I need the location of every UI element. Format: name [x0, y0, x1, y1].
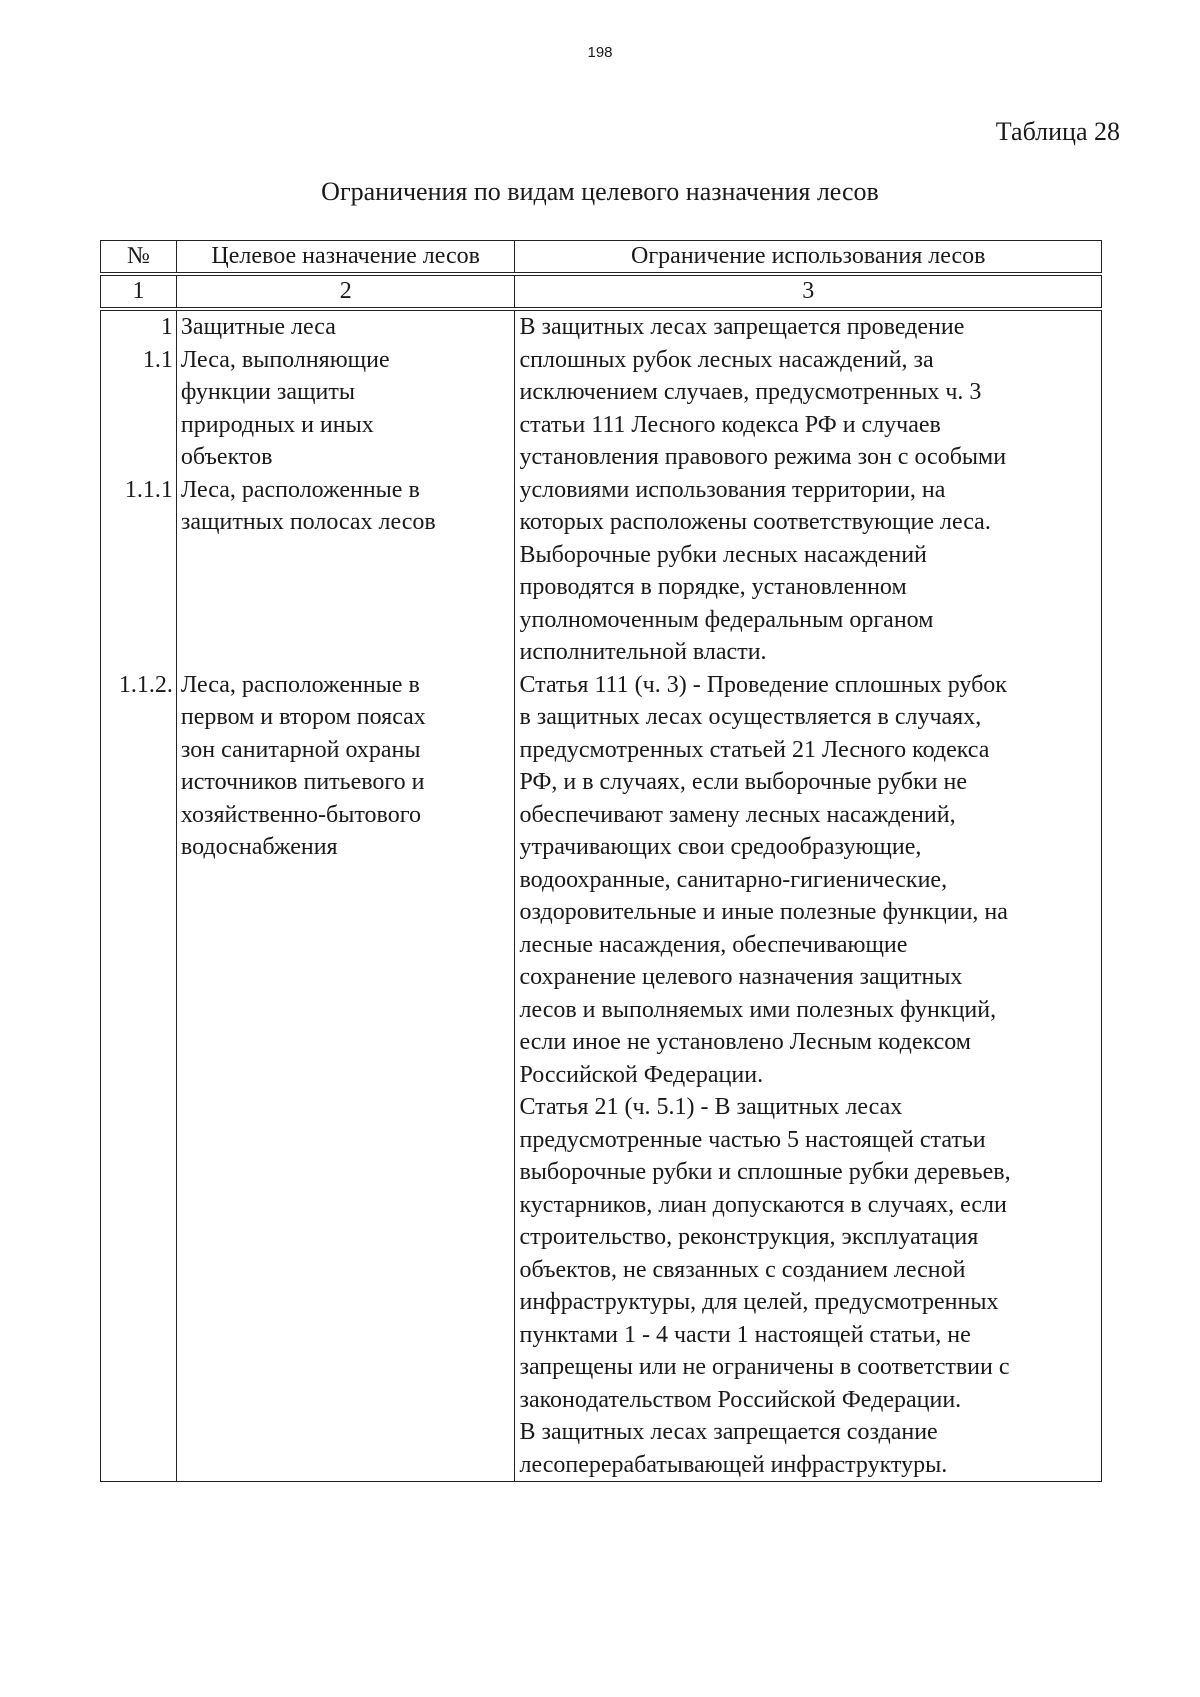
row-number-line: 1.1.1: [124, 476, 173, 503]
table-row: [101, 309, 1102, 1482]
column-number-row: [101, 274, 1102, 309]
restrictions-table: [100, 240, 1102, 1482]
header-number: №: [101, 241, 177, 275]
purpose-text-line: Защитные леса: [180, 314, 336, 340]
restriction-text-line: лесов и выполняемых ими полезных функций,: [519, 996, 997, 1023]
table-label: Таблица 28: [995, 117, 1120, 146]
restriction-text-line: кустарников, лиан допускаются в случаях, если: [519, 1191, 1007, 1218]
purpose-text-line: хозяйственно-бытового: [180, 801, 421, 828]
restriction-text-line: Статья 21 (ч. 5.1) - В защитных лесах: [519, 1094, 903, 1120]
restriction-text-line: Российской Федерации.: [519, 1061, 764, 1088]
row-number-line: 1.1.2.: [118, 671, 173, 698]
purpose-text-line: зон санитарной охраны: [180, 736, 421, 763]
purpose-text-line: функции защиты: [180, 379, 355, 405]
restriction-text-line: сплошных рубок лесных насаждений, за: [519, 346, 934, 373]
purpose-text-line: [181, 604, 511, 637]
purpose-text-line: [181, 571, 511, 604]
restriction-text-line: строительство, реконструкция, эксплуатация: [519, 1224, 979, 1250]
restriction-text-line: В защитных лесах запрещается создание: [519, 1419, 938, 1445]
purpose-text-line: защитных полосах лесов: [180, 509, 436, 535]
row-number-line: [105, 441, 173, 474]
restriction-text-line: предусмотренных статьей 21 Лесного кодекса: [519, 736, 990, 763]
restriction-text-line: лесные насаждения, обеспечивающие: [519, 931, 908, 958]
purpose-text-line: Леса, расположенные в: [180, 671, 420, 698]
row-number-line: [105, 571, 173, 604]
restriction-text-line: проводятся в порядке, установленном: [519, 574, 907, 600]
restriction-text-line: статьи 111 Лесного кодекса РФ и случаев: [519, 411, 941, 438]
restriction-text-line: предусмотренные частью 5 настоящей статьи: [519, 1126, 986, 1153]
page-number: 198: [587, 44, 613, 61]
restriction-text-line: исключением случаев, предусмотренных ч. 3: [519, 379, 982, 405]
restriction-text-line: водоохранные, санитарно-гигиенические,: [519, 866, 948, 893]
restriction-text-line: Статья 111 (ч. 3) - Проведение сплошных рубок: [519, 671, 1007, 698]
purpose-text-line: первом и втором поясах: [180, 704, 426, 730]
column-number-3: 3: [515, 274, 1102, 309]
purpose-text-line: Леса, расположенные в: [180, 476, 420, 503]
restriction-text-line: исполнительной власти.: [519, 639, 767, 665]
header-restriction: Ограничение использования лесов: [515, 241, 1102, 275]
purpose-text-line: [181, 539, 511, 572]
restriction-text-line: уполномоченным федеральным органом: [519, 606, 934, 633]
restriction-text-line: пунктами 1 - 4 части 1 настоящей статьи, не: [519, 1321, 971, 1348]
restriction-text-line: утрачивающих свои средообразующие,: [519, 834, 922, 860]
row-number-line: [105, 604, 173, 637]
header-purpose: Целевое назначение лесов: [176, 241, 515, 275]
restriction-text-line: установления правового режима зон с особыми: [519, 444, 1007, 470]
restriction-cell: [515, 309, 1102, 1482]
purpose-text-line: природных и иных: [180, 411, 374, 438]
purpose-text-line: Леса, выполняющие: [180, 346, 390, 373]
restriction-text-line: инфраструктуры, для целей, предусмотренных: [519, 1289, 999, 1315]
table-header-row: [101, 241, 1102, 275]
restriction-text-line: лесоперерабатывающей инфраструктуры.: [519, 1451, 948, 1478]
column-number-1: 1: [101, 274, 177, 309]
row-number-line: 1.1: [142, 346, 173, 373]
purpose-text-line: объектов: [180, 444, 273, 470]
restriction-text-line: оздоровительные и иные полезные функции, на: [519, 899, 1008, 925]
restriction-text-line: если иное не установлено Лесным кодексом: [519, 1029, 971, 1055]
purpose-cell: [176, 309, 515, 1482]
restriction-text-line: запрещены или не ограничены в соответствии с: [519, 1354, 1010, 1380]
purpose-text-line: водоснабжения: [180, 834, 338, 860]
restriction-text-line: условиями использования территории, на: [519, 476, 946, 503]
restriction-text-line: объектов, не связанных с созданием лесной: [519, 1256, 966, 1283]
row-number-line: [105, 376, 173, 409]
restriction-text-line: сохранение целевого назначения защитных: [519, 964, 963, 990]
restriction-text-line: выборочные рубки и сплошные рубки деревьев,: [519, 1159, 1011, 1185]
row-number-line: 1: [160, 314, 173, 340]
row-number-line: [105, 506, 173, 539]
purpose-text-line: источников питьевого и: [180, 769, 425, 795]
restriction-text-line: обеспечивают замену лесных насаждений,: [519, 801, 956, 828]
restriction-text-line: В защитных лесах запрещается проведение: [519, 314, 965, 340]
restriction-text-line: РФ, и в случаях, если выборочные рубки не: [519, 769, 967, 795]
restriction-text-line: Выборочные рубки лесных насаждений: [519, 541, 927, 568]
row-number-line: [105, 636, 173, 669]
row-numbers-cell: [101, 309, 177, 1482]
restriction-text-line: законодательством Российской Федерации.: [519, 1386, 962, 1413]
row-number-line: [105, 539, 173, 572]
restriction-text-line: в защитных лесах осуществляется в случаях,: [519, 704, 982, 730]
table-title: Ограничения по видам целевого назначения лесов: [321, 177, 879, 206]
purpose-text-line: [181, 636, 511, 669]
column-number-2: 2: [176, 274, 515, 309]
restriction-text-line: которых расположены соответствующие леса.: [519, 509, 991, 535]
row-number-line: [105, 409, 173, 442]
